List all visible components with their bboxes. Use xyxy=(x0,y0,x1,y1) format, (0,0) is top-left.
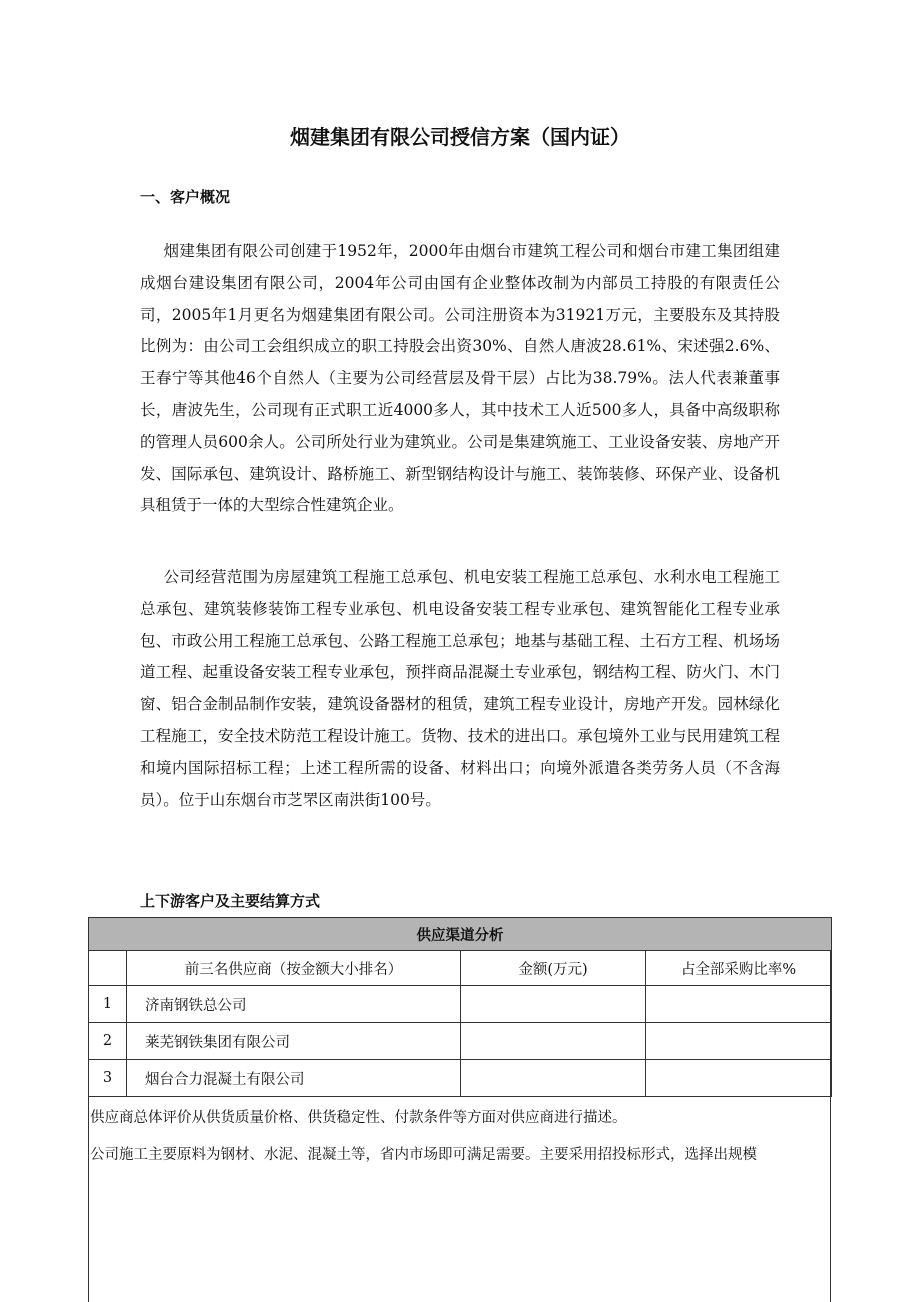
overview-paragraph-2 xyxy=(140,562,780,816)
section-heading-customer-overview: 一、客户概况 xyxy=(140,188,231,206)
document-title: 烟建集团有限公司授信方案（国内证） xyxy=(290,125,630,149)
row-supplier-name: 烟台合力混凝土有限公司 xyxy=(127,1060,461,1097)
row-amount xyxy=(461,1060,646,1097)
column-header-amount: 金额(万元) xyxy=(461,951,646,986)
row-supplier-name: 济南钢铁总公司 xyxy=(127,986,461,1023)
column-header-supplier: 前三名供应商（按金额大小排名） xyxy=(127,951,461,986)
row-rank: 2 xyxy=(89,1023,127,1060)
overview-paragraph-2-text: 公司经营范围为房屋建筑工程施工总承包、机电安装工程施工总承包、水利水电工程施工总承包、建筑装修装饰工程专业承包、机电设备安装工程专业承包、建筑智能化工程专业承包、市政公用工程施工总承包、公路工程施工总承包；地基与基础工程、土石方工程、机场场道工程、起重设备安装工程专业承包，预拌商品混凝土专业承包，钢结构工程、防火门、木门窗、铝合金制品制作安装，建筑设备器材的租赁，建筑工程专业设计，房地产开发。园林绿化工程施工，安全技术防范工程设计施工。货物、技术的进出口。承包境外工业与民用建筑工程和境内国际招标工程；上述工程所需的设备、材料出口；向境外派遣各类劳务人员（不含海员）。位于山东烟台市芝罘区南洪街100号。 xyxy=(140,568,780,809)
supplier-description-text: 公司施工主要原料为钢材、水泥、混凝土等，省内市场即可满足需要。主要采用招投标形式，选择出规模 xyxy=(90,1147,757,1163)
table-row xyxy=(89,1060,832,1097)
table-row xyxy=(89,986,832,1023)
column-header-ratio: 占全部采购比率% xyxy=(646,951,832,986)
row-amount xyxy=(461,1023,646,1060)
table-row xyxy=(89,1023,832,1060)
section-heading-upstream-downstream: 上下游客户及主要结算方式 xyxy=(140,892,321,910)
table-title: 供应渠道分析 xyxy=(89,918,832,951)
overview-paragraph-1 xyxy=(140,236,780,522)
column-header-rank xyxy=(89,951,127,986)
row-ratio xyxy=(646,986,832,1023)
row-rank: 3 xyxy=(89,1060,127,1097)
row-supplier-name: 莱芜钢铁集团有限公司 xyxy=(127,1023,461,1060)
row-amount xyxy=(461,986,646,1023)
row-ratio xyxy=(646,1023,832,1060)
overview-paragraph-1-text: 烟建集团有限公司创建于1952年，2000年由烟台市建筑工程公司和烟台市建工集团组建成烟台建设集团有限公司，2004年公司由国有企业整体改制为内部员工持股的有限责任公司，2005年1月更名为烟建集团有限公司。公司注册资本为31921万元，主要股东及其持股比例为：由公司工会组织成立的职工持股会出资30%、自然人唐波28.61%、宋述强2.6%、王春宁等其他46个自然人（主要为公司经营层及骨干层）占比为38.79%。法人代表兼董事长，唐波先生，公司现有正式职工近4000多人，其中技术工人近500多人，具备中高级职称的管理人员600余人。公司所处行业为建筑业。公司是集建筑施工、工业设备安装、房地产开发、国际承包、建筑设计、路桥施工、新型钢结构设计与施工、装饰装修、环保产业、设备机具租赁于一体的大型综合性建筑企业。 xyxy=(140,242,780,515)
row-ratio xyxy=(646,1060,832,1097)
supply-channel-table-container xyxy=(88,917,831,1302)
row-rank: 1 xyxy=(89,986,127,1023)
supply-channel-table xyxy=(88,917,832,1097)
supplier-evaluation-note: 供应商总体评价从供货质量价格、供货稳定性、付款条件等方面对供应商进行描述。 xyxy=(90,1110,627,1126)
